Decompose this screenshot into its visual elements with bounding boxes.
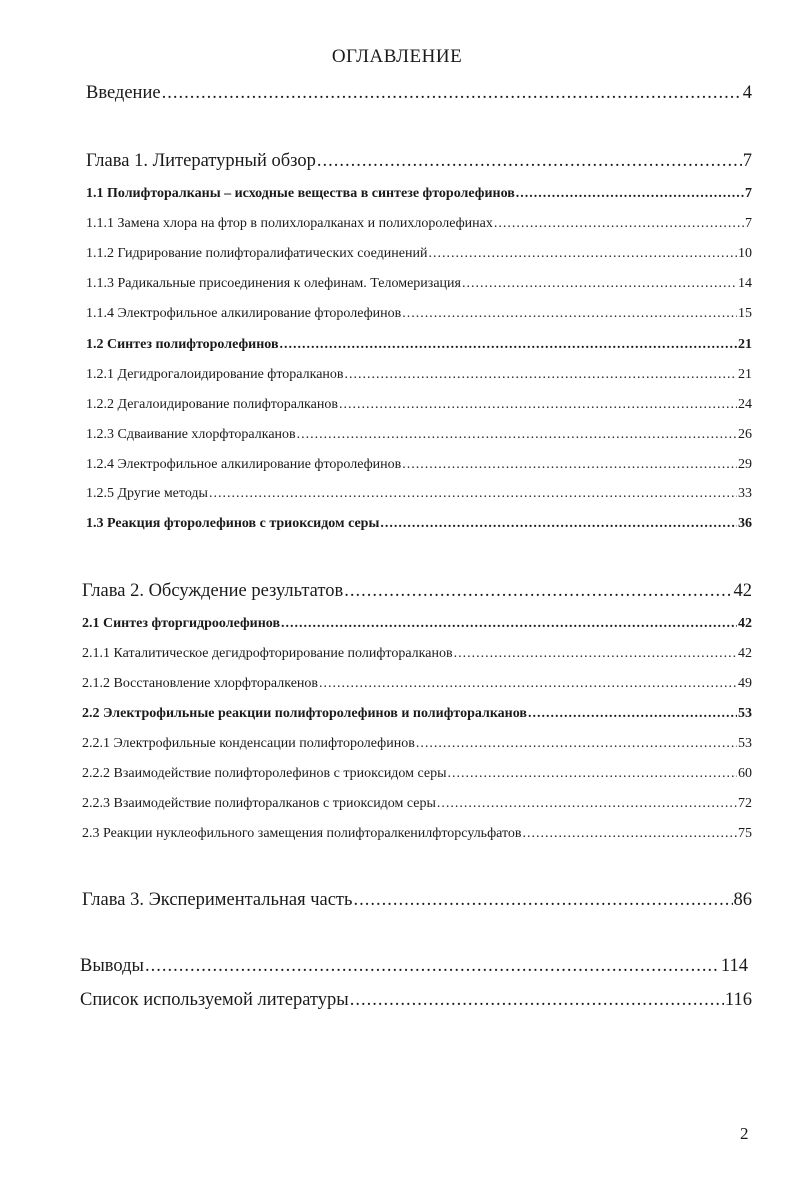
toc-leader-dots (209, 486, 737, 502)
toc-leader-dots (523, 826, 737, 842)
toc-entry-text: 2.1.1 Каталитическое дегидрофторирование полифторалканов (82, 646, 453, 661)
toc-entry-text: 2.2.2 Взаимодействие полифторолефинов с триоксидом серы (82, 766, 447, 781)
toc-entry-1-2[interactable] (86, 337, 752, 353)
toc-entry-page: 60 (738, 766, 752, 781)
toc-entry-text: Список используемой литературы (80, 990, 349, 1010)
toc-entry-references[interactable] (80, 990, 752, 1011)
toc-entry-conclusions[interactable] (80, 956, 748, 977)
toc-entry-text: 2.2 Электрофильные реакции полифторолефинов и полифторалканов (82, 706, 527, 721)
toc-leader-dots (462, 276, 737, 292)
toc-entry-chapter-1[interactable] (86, 151, 752, 172)
toc-entry-text: Введение (86, 83, 161, 103)
toc-entry-introduction[interactable] (86, 83, 752, 104)
toc-entry-page: 7 (745, 216, 752, 231)
page-title: ОГЛАВЛЕНИЕ (331, 46, 463, 67)
toc-leader-dots (350, 990, 724, 1011)
toc-entry-page: 36 (738, 516, 752, 531)
toc-entry-page: 53 (738, 706, 752, 721)
toc-entry-text: 1.3 Реакция фторолефинов с триоксидом серы (86, 516, 380, 531)
toc-entry-page: 42 (738, 616, 752, 631)
toc-entry-text: 1.1 Полифторалканы – исходные вещества в синтезе фторолефинов (86, 186, 515, 201)
toc-entry-1-2-2[interactable] (86, 397, 752, 413)
toc-entry-1-2-1[interactable] (86, 367, 752, 383)
toc-entry-1-2-3[interactable] (86, 427, 752, 443)
toc-entry-text: 2.2.1 Электрофильные конденсации полифторолефинов (82, 736, 415, 751)
page-number: 2 (740, 1124, 749, 1143)
toc-leader-dots (345, 367, 737, 383)
toc-entry-text: 1.1.2 Гидрирование полифторалифатических соединений (86, 246, 428, 261)
toc-leader-dots (344, 581, 732, 602)
toc-entry-text: Глава 1. Литературный обзор (86, 151, 316, 171)
toc-entry-text: 1.2.2 Дегалоидирование полифторалканов (86, 397, 338, 412)
toc-entry-text: 1.1.4 Электрофильное алкилирование фторолефинов (86, 306, 402, 321)
toc-entry-text: Глава 2. Обсуждение результатов (82, 581, 344, 601)
toc-entry-page: 4 (742, 83, 752, 103)
toc-entry-text: Глава 3. Экспериментальная часть (82, 890, 353, 910)
toc-entry-2-2-1[interactable] (82, 736, 752, 752)
toc-leader-dots (437, 796, 737, 812)
toc-entry-page: 21 (738, 337, 752, 352)
toc-entry-2-1-1[interactable] (82, 646, 752, 662)
toc-entry-1-1-3[interactable] (86, 276, 752, 292)
toc-entry-text: 2.3 Реакции нуклеофильного замещения полифторалкенилфторсульфатов (82, 826, 522, 841)
toc-leader-dots (162, 83, 742, 104)
toc-entry-chapter-3[interactable] (82, 890, 752, 911)
toc-leader-dots (402, 306, 737, 322)
toc-entry-1-1-2[interactable] (86, 246, 752, 262)
toc-leader-dots (416, 736, 737, 752)
toc-entry-page: 114 (720, 956, 748, 976)
toc-entry-page: 42 (733, 581, 752, 601)
toc-leader-dots (528, 706, 737, 722)
toc-entry-2-3[interactable] (82, 826, 752, 842)
toc-entry-2-2[interactable] (82, 706, 752, 722)
toc-leader-dots (448, 766, 737, 782)
toc-entry-page: 26 (738, 427, 752, 442)
toc-entry-2-1-2[interactable] (82, 676, 752, 692)
toc-entry-page: 29 (738, 457, 752, 472)
toc-entry-page: 10 (738, 246, 752, 261)
toc-leader-dots (380, 516, 737, 532)
toc-leader-dots (454, 646, 737, 662)
toc-entry-1-1[interactable] (86, 186, 752, 202)
toc-entry-text: 1.2.1 Дегидрогалоидирование фторалканов (86, 367, 344, 382)
toc-entry-text: 1.2 Синтез полифторолефинов (86, 337, 279, 352)
toc-entry-page: 7 (742, 151, 752, 171)
toc-leader-dots (319, 676, 737, 692)
toc-leader-dots (297, 427, 737, 443)
toc-entry-text: 2.1 Синтез фторгидроолефинов (82, 616, 281, 631)
toc-entry-page: 33 (738, 486, 752, 501)
toc-entry-text: 1.1.1 Замена хлора на фтор в полихлоралканах и полихлоролефинах (86, 216, 493, 231)
toc-entry-2-2-2[interactable] (82, 766, 752, 782)
toc-entry-text: 2.2.3 Взаимодействие полифторалканов с триоксидом серы (82, 796, 436, 811)
toc-entry-1-3[interactable] (86, 516, 752, 532)
toc-entry-text: 1.1.3 Радикальные присоединения к олефинам. Теломеризация (86, 276, 461, 291)
toc-entry-page: 53 (738, 736, 752, 751)
toc-entry-text: 1.2.3 Сдваивание хлорфторалканов (86, 427, 296, 442)
toc-leader-dots (339, 397, 737, 413)
toc-entry-page: 15 (738, 306, 752, 321)
toc-leader-dots (317, 151, 742, 172)
toc-entry-2-2-3[interactable] (82, 796, 752, 812)
toc-leader-dots (353, 890, 732, 911)
toc-entry-page: 49 (738, 676, 752, 691)
toc-entry-page: 7 (745, 186, 752, 201)
toc-entry-page: 42 (738, 646, 752, 661)
toc-entry-chapter-2[interactable] (82, 581, 752, 602)
toc-entry-text: 2.1.2 Восстановление хлорфторалкенов (82, 676, 319, 691)
toc-leader-dots (402, 457, 737, 473)
toc-leader-dots (494, 216, 744, 232)
toc-entry-1-2-4[interactable] (86, 457, 752, 473)
toc-entry-page: 86 (733, 890, 752, 910)
toc-entry-page: 21 (738, 367, 752, 382)
toc-entry-text: Выводы (80, 956, 144, 976)
toc-entry-page: 14 (738, 276, 752, 291)
toc-entry-page: 75 (738, 826, 752, 841)
toc-leader-dots (516, 186, 744, 202)
toc-entry-page: 116 (724, 990, 752, 1010)
toc-entry-1-1-4[interactable] (86, 306, 752, 322)
toc-leader-dots (428, 246, 737, 262)
toc-leader-dots (145, 956, 720, 977)
toc-leader-dots (280, 337, 737, 353)
toc-entry-2-1[interactable] (82, 616, 752, 632)
toc-entry-1-1-1[interactable] (86, 216, 752, 232)
toc-entry-page: 24 (738, 397, 752, 412)
toc-entry-page: 72 (738, 796, 752, 811)
toc-leader-dots (281, 616, 737, 632)
toc-entry-1-2-5[interactable] (86, 486, 752, 502)
toc-entry-text: 1.2.5 Другие методы (86, 486, 208, 501)
toc-entry-text: 1.2.4 Электрофильное алкилирование фторолефинов (86, 457, 402, 472)
